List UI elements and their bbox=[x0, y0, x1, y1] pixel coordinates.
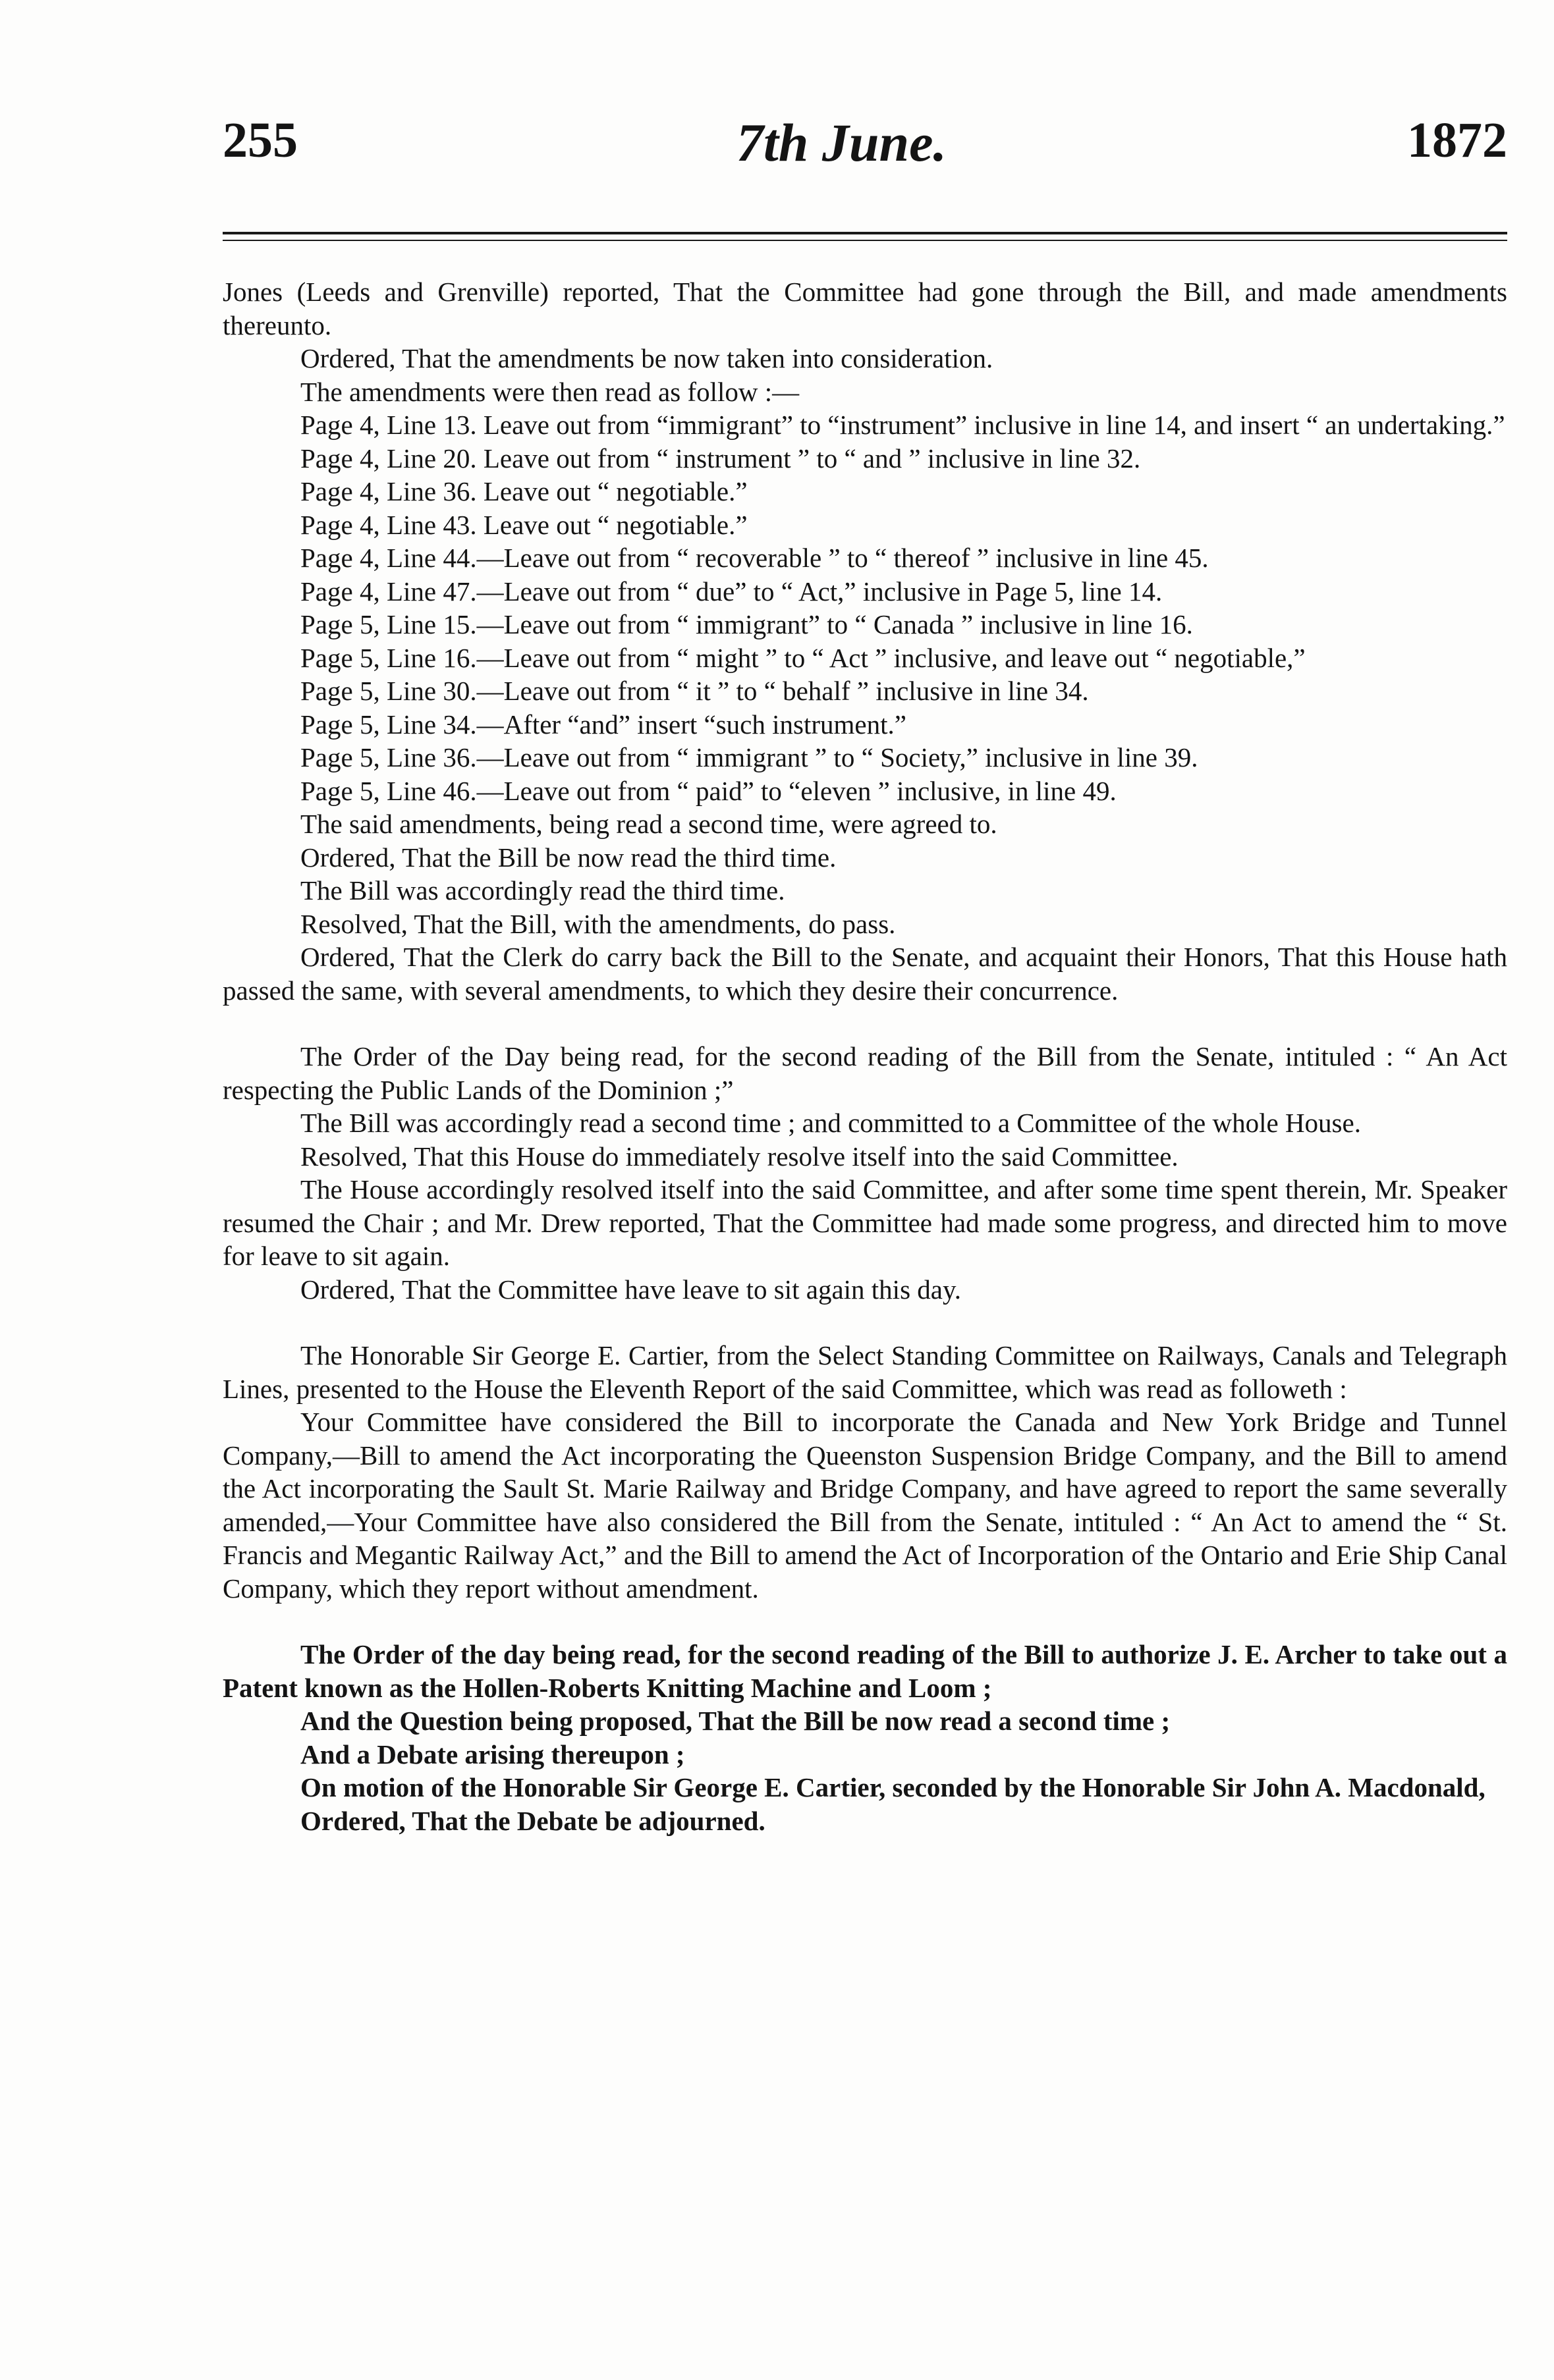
amendment-item: Page 5, Line 46.—Leave out from “ paid” to “eleven ” inclusive, in line 49. bbox=[300, 775, 1117, 806]
amendment-item: Page 4, Line 36. Leave out “ negotiable.” bbox=[300, 476, 748, 506]
amendment-item: Page 4, Line 43. Leave out “ negotiable.” bbox=[300, 509, 748, 540]
order-of-day-paragraph: The Order of the Day being read, for the second reading of the Bill from the Senate, intituled : “ An Act respecting the Public Lands of the Dominion ;” bbox=[223, 1041, 1507, 1105]
resolved-itself-paragraph: The House accordingly resolved itself into the said Committee, and after some time spent therein, Mr. Speaker resumed the Chair ; and Mr. Drew reported, That the Committee had made some progress, and directed him to move for leave to sit again. bbox=[223, 1174, 1507, 1271]
committee-report-paragraph: Jones (Leeds and Grenville) reported, That the Committee had gone through the Bill, and made amendments thereunto. bbox=[223, 277, 1507, 340]
motion-paragraph: On motion of the Honorable Sir George E. Cartier, seconded by the Honorable Sir John A. Macdonald, bbox=[300, 1772, 1485, 1802]
amendment-item: Page 5, Line 36.—Leave out from “ immigrant ” to “ Society,” inclusive in line 39. bbox=[300, 742, 1198, 772]
amendment-item: Page 4, Line 47.—Leave out from “ due” to “ Act,” inclusive in Page 5, line 14. bbox=[300, 576, 1163, 607]
public-lands-section bbox=[223, 1040, 1507, 1306]
ordered-senate-paragraph: Ordered, That the Clerk do carry back the Bill to the Senate, and acquaint their Honors, That this House hath passed the same, with several amendments, to which they desire their concurrence. bbox=[223, 942, 1507, 1006]
amendment-item: Page 5, Line 34.—After “and” insert “such instrument.” bbox=[300, 709, 906, 740]
ordered-consideration-paragraph: Ordered, That the amendments be now taken into consideration. bbox=[300, 343, 993, 373]
amendment-item: Page 4, Line 13. Leave out from “immigrant” to “instrument” inclusive in line 14, and insert “ an undertaking.” bbox=[300, 410, 1505, 440]
section-gap bbox=[223, 1605, 1507, 1638]
amendment-item: Page 4, Line 20. Leave out from “ instrument ” to “ and ” inclusive in line 32. bbox=[300, 443, 1141, 473]
resolved-committee-paragraph: Resolved, That this House do immediately resolve itself into the said Committee. bbox=[300, 1141, 1179, 1172]
page-header bbox=[223, 112, 1507, 184]
read-third-paragraph: The Bill was accordingly read the third time. bbox=[300, 875, 785, 906]
order-of-day-paragraph: The Order of the day being read, for the second reading of the Bill to authorize J. E. Archer to take out a Patent known as the Hollen-Roberts Knitting Machine and Loom ; bbox=[223, 1639, 1507, 1703]
amendment-item: Page 5, Line 30.—Leave out from “ it ” to “ behalf ” inclusive in line 34. bbox=[300, 676, 1089, 706]
archer-bill-section bbox=[223, 1638, 1507, 1837]
amendment-item: Page 5, Line 15.—Leave out from “ immigrant” to “ Canada ” inclusive in line 16. bbox=[300, 609, 1193, 639]
header-rule-thin bbox=[223, 240, 1507, 241]
ordered-third-paragraph: Ordered, That the Bill be now read the third time. bbox=[300, 842, 837, 873]
page-year: 1872 bbox=[1407, 113, 1507, 168]
section-gap bbox=[223, 1007, 1507, 1040]
railways-report-section bbox=[223, 1339, 1507, 1605]
amendments-intro-paragraph: The amendments were then read as follow :— bbox=[300, 376, 800, 407]
ordered-sit-again-paragraph: Ordered, That the Committee have leave to sit again this day. bbox=[300, 1274, 962, 1305]
section-gap bbox=[223, 1306, 1507, 1339]
second-time-agreed-paragraph: The said amendments, being read a second time, were agreed to. bbox=[300, 809, 997, 839]
report-text-paragraph: Your Committee have considered the Bill to incorporate the Canada and New York Bridge and Tunnel Company,—Bill to amend the Act incorporating the Queenston Suspension Bridge Company, and the Bill to amend the Act incorporating the Sault St. Marie Railway and Bridge Company, and have agreed to report the same severally amended,—Your Committee have also considered the Bill from the Senate, intituled : “ An Act to amend the “ St. Francis and Megantic Railway Act,” and the Bill to amend the Act of Incorporation of the Ontario and Erie Ship Canal Company, which they report without amendment. bbox=[223, 1407, 1507, 1604]
ordered-adjourned-paragraph: Ordered, That the Debate be adjourned. bbox=[300, 1805, 765, 1836]
question-proposed-paragraph: And the Question being proposed, That the Bill be now read a second time ; bbox=[300, 1706, 1171, 1736]
amendment-item: Page 5, Line 16.—Leave out from “ might ” to “ Act ” inclusive, and leave out “ negotiable,” bbox=[300, 642, 1306, 673]
page-number: 255 bbox=[223, 113, 298, 168]
amendment-list bbox=[223, 408, 1507, 807]
report-presented-paragraph: The Honorable Sir George E. Cartier, from the Select Standing Committee on Railways, Canals and Telegraph Lines, presented to the House the Eleventh Report of the said Committee, which was read as followeth : bbox=[223, 1340, 1507, 1404]
journal-body bbox=[223, 275, 1507, 1837]
immigrant-bill-section bbox=[223, 275, 1507, 1007]
amendment-item: Page 4, Line 44.—Leave out from “ recoverable ” to “ thereof ” inclusive in line 45. bbox=[300, 543, 1209, 573]
second-time-paragraph: The Bill was accordingly read a second time ; and committed to a Committee of the whole House. bbox=[300, 1108, 1361, 1138]
page-date: 7th June. bbox=[736, 113, 947, 173]
debate-arising-paragraph: And a Debate arising thereupon ; bbox=[300, 1739, 685, 1770]
header-rule-thick bbox=[223, 232, 1507, 234]
resolved-pass-paragraph: Resolved, That the Bill, with the amendments, do pass. bbox=[300, 908, 896, 939]
